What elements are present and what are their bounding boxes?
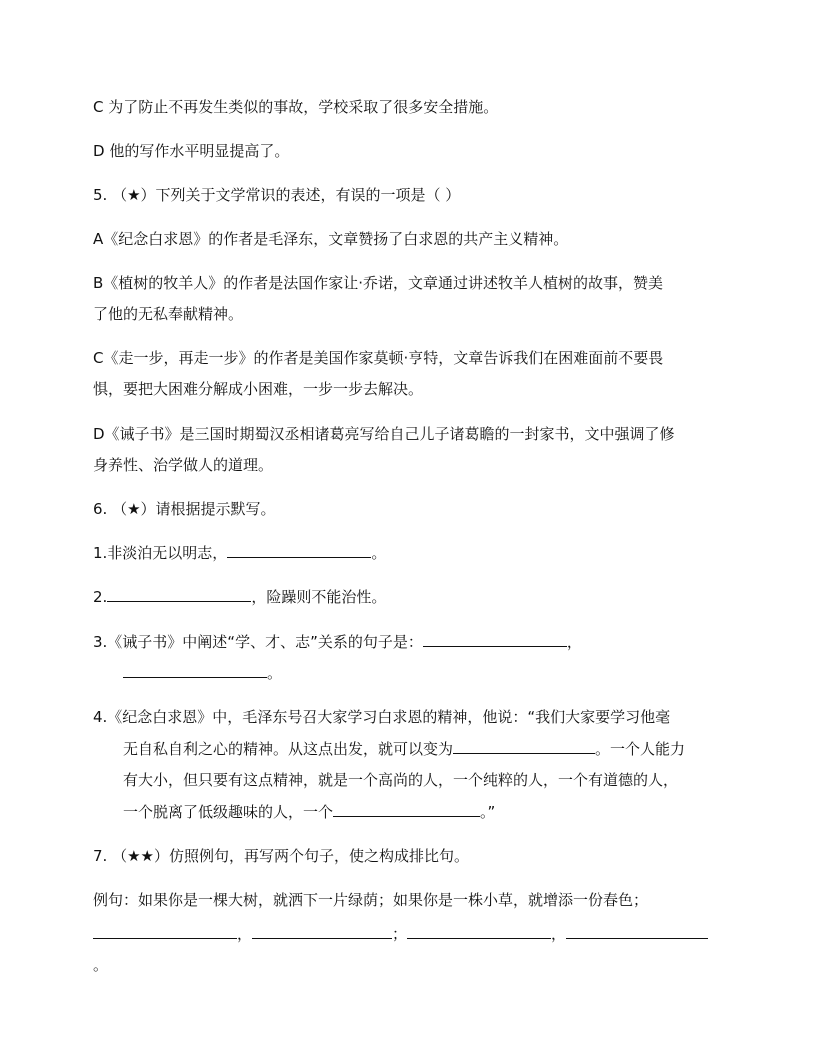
q5-option-b-line2: 了他的无私奉献精神。 xyxy=(93,305,244,323)
q7-blank-2[interactable] xyxy=(252,924,392,939)
q5-option-d-line2: 身养性、治学做人的道理。 xyxy=(93,456,274,474)
q6-item-3-end: 。 xyxy=(267,664,283,682)
q5-option-c-line1: C《走一步，再走一步》的作者是美国作家莫顿·亨特，文章告诉我们在困难面前不要畏 xyxy=(93,349,664,367)
q6-item-1-end: 。 xyxy=(371,544,387,562)
q5-option-d-line1: D《诫子书》是三国时期蜀汉丞相诸葛亮写给自己儿子诸葛瞻的一封家书，文中强调了修 xyxy=(93,425,675,443)
q6-item-4-end: 。” xyxy=(480,803,496,821)
q4-option-d: D 他的写作水平明显提高了。 xyxy=(93,142,290,160)
q7-end-period: 。 xyxy=(93,956,109,974)
q6-item-1-text: 1.非淡泊无以明志， xyxy=(93,544,228,562)
q6-item-1-blank[interactable] xyxy=(227,543,371,558)
q7-stem: 7. （★★）仿照例句，再写两个句子，使之构成排比句。 xyxy=(93,847,469,865)
q5-option-a: A《纪念白求恩》的作者是毛泽东，文章赞扬了白求恩的共产主义精神。 xyxy=(93,230,569,248)
q7-example: 例句：如果你是一棵大树，就洒下一片绿荫；如果你是一株小草，就增添一份春色； xyxy=(93,891,649,909)
q6-item-3-blank-1[interactable] xyxy=(423,632,567,647)
q4-option-c: C 为了防止不再发生类似的事故，学校采取了很多安全措施。 xyxy=(93,98,499,116)
q6-item-3-text: 3.《诫子书》中阐述“学、才、志”关系的句子是： xyxy=(93,633,423,651)
q6-item-4-text4: 一个脱离了低级趣味的人，一个 xyxy=(123,803,334,821)
q6-item-4-line1: 4.《纪念白求恩》中，毛泽东号召大家学习白求恩的精神，他说：“我们大家要学习他毫 xyxy=(93,708,671,726)
q6-item-4-blank-1[interactable] xyxy=(453,739,595,754)
q6-stem: 6. （★）请根据提示默写。 xyxy=(93,500,276,518)
q7-sep-2: ； xyxy=(392,925,408,943)
q6-item-4-text2: 无自私自利之心的精神。从这点出发，就可以变为 xyxy=(123,740,454,758)
q7-sep-1: ， xyxy=(237,925,253,943)
q6-item-1 xyxy=(93,543,386,563)
q7-sep-3: ， xyxy=(551,925,567,943)
q6-item-2-blank[interactable] xyxy=(107,587,251,602)
q5-option-b-line1: B《植树的牧羊人》的作者是法国作家让·乔诺，文章通过讲述牧羊人植树的故事，赞美 xyxy=(93,274,664,292)
q7-blank-3[interactable] xyxy=(407,924,551,939)
q6-item-4-line2 xyxy=(123,739,685,759)
q6-item-3-line2 xyxy=(123,663,282,683)
q6-item-4-line3: 有大小，但只要有这点精神，就是一个高尚的人，一个纯粹的人，一个有道德的人， xyxy=(123,771,679,789)
q7-answer-line xyxy=(93,924,708,944)
q5-stem: 5. （★）下列关于文学常识的表述，有误的一项是（ ） xyxy=(93,186,461,204)
q7-blank-4[interactable] xyxy=(566,924,708,939)
q6-item-4-line4 xyxy=(123,802,495,822)
q6-item-4-text2b: 。一个人能力 xyxy=(595,740,686,758)
q6-item-2 xyxy=(93,587,386,607)
q5-option-c-line2: 惧，要把大困难分解成小困难，一步一步去解决。 xyxy=(93,380,424,398)
q7-blank-1[interactable] xyxy=(93,924,237,939)
q6-item-2-num: 2. xyxy=(93,588,108,606)
q6-item-3-line1 xyxy=(93,632,582,652)
q6-item-4-blank-2[interactable] xyxy=(333,802,480,817)
q6-item-3-comma: ， xyxy=(566,633,582,651)
q6-item-3-blank-2[interactable] xyxy=(123,663,267,678)
q6-item-2-text: ，险躁则不能治性。 xyxy=(251,588,387,606)
